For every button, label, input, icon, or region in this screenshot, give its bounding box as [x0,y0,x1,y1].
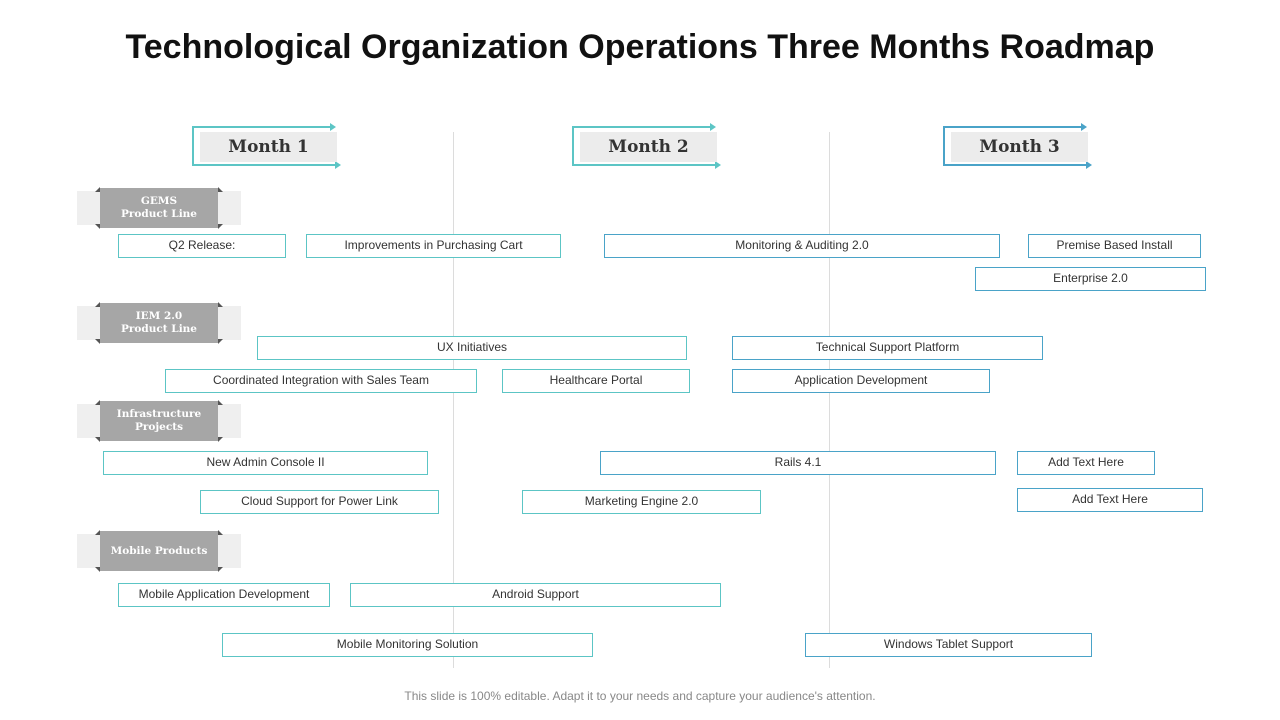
task-monitoring-auditing: Monitoring & Auditing 2.0 [604,234,1000,258]
category-iem [77,303,241,343]
month-2-label: Month 2 [580,132,717,162]
page-title: Technological Organization Operations Three Months Roadmap [125,28,1155,66]
category-infrastructure-label: Infrastructure Projects [100,401,218,441]
task-coordinated-integration: Coordinated Integration with Sales Team [165,369,477,393]
category-gems-label: GEMS Product Line [100,188,218,228]
task-mobile-monitoring: Mobile Monitoring Solution [222,633,593,657]
month-3-label: Month 3 [951,132,1088,162]
task-add-text-2: Add Text Here [1017,488,1203,512]
task-marketing-engine: Marketing Engine 2.0 [522,490,761,514]
month-1-label: Month 1 [200,132,337,162]
task-admin-console: New Admin Console II [103,451,428,475]
month-3-header [943,126,1093,170]
task-enterprise: Enterprise 2.0 [975,267,1206,291]
task-android-support: Android Support [350,583,721,607]
task-premise-install: Premise Based Install [1028,234,1201,258]
task-add-text-1: Add Text Here [1017,451,1155,475]
task-tech-support-platform: Technical Support Platform [732,336,1043,360]
footer-note: This slide is 100% editable. Adapt it to your needs and capture your audience's attention. [404,689,876,703]
task-rails: Rails 4.1 [600,451,996,475]
month-divider-2 [829,132,830,668]
task-purchasing-cart: Improvements in Purchasing Cart [306,234,561,258]
task-ux-initiatives: UX Initiatives [257,336,687,360]
task-mobile-app-dev: Mobile Application Development [118,583,330,607]
month-1-header [192,126,342,170]
task-healthcare-portal: Healthcare Portal [502,369,690,393]
month-2-header [572,126,722,170]
task-application-development: Application Development [732,369,990,393]
task-windows-tablet: Windows Tablet Support [805,633,1092,657]
category-infrastructure [77,401,241,441]
category-iem-label: IEM 2.0 Product Line [100,303,218,343]
task-cloud-support: Cloud Support for Power Link [200,490,439,514]
category-mobile [77,531,241,571]
task-q2-release: Q2 Release: [118,234,286,258]
category-mobile-label: Mobile Products [100,531,218,571]
category-gems [77,188,241,228]
